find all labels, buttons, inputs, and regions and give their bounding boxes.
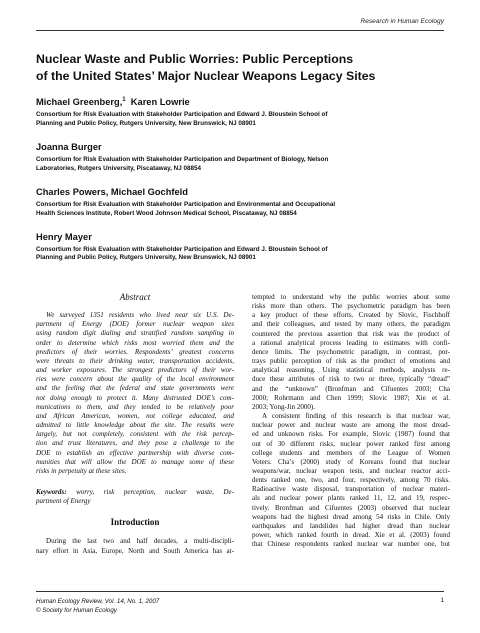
footnote-mark: 1 <box>122 97 126 103</box>
text-line: earthquakes and landslides had higher dread than nuclear <box>252 521 450 530</box>
author-block <box>36 231 446 264</box>
copyright: © Society for Human Ecology <box>36 607 117 614</box>
journal-citation: Human Ecology Review, Vol. 14, No. 1, 2007 <box>36 598 160 605</box>
text-line: ries were concern about the quality of the local environment <box>36 375 234 384</box>
text-line: using random digit dialing and stratified random sampling in <box>36 329 234 338</box>
affiliation-line: Consortium for Risk Evaluation with Stakeholder Participation and Environmental and Occupational <box>36 200 336 208</box>
text-line: A consistent finding of this research is that nuclear war, <box>262 412 450 421</box>
title-line: of the United States’ Major Nuclear Weapons Legacy Sites <box>36 69 376 83</box>
text-line: that Chinese respondents ranked nuclear war number one, but <box>252 540 450 549</box>
text-line: weapons/war, nuclear weapon tests, and nuclear reactor acci- <box>252 466 450 475</box>
keywords <box>36 488 234 506</box>
abstract-heading: Abstract <box>119 292 151 302</box>
keywords-label: Keywords: <box>36 487 67 496</box>
introduction-heading: Introduction <box>110 517 160 528</box>
text-line: tively. Bronfman and Cifuentes (2003) observed that nuclear <box>252 503 450 512</box>
page-number: 1 <box>440 597 444 604</box>
text-line: risks in perpetuity at these sites. <box>36 466 127 475</box>
author-block <box>36 141 446 174</box>
text-line: admitted to little knowledge about the site. The results were <box>36 421 234 430</box>
text-line: predictors of their worries. Respondents’ greatest concerns <box>36 347 234 356</box>
text-line: countered the previous assertion that risk was the product of <box>252 329 450 338</box>
text-line: and African American, women, not college educated, and <box>36 411 234 420</box>
footer-rule <box>36 591 444 592</box>
text-line: largely, but not completely, consistent with the risk percep- <box>36 430 234 439</box>
text-line: munications to them, and they tended to be relatively poor <box>36 402 234 411</box>
text-line: DOE to establish an effective partnership with diverse com- <box>36 448 234 457</box>
text-line: analytical reasoning. Using statistical methods, analysts re- <box>252 366 450 375</box>
text-line: 2003; Yong-Jin 2000). <box>252 402 316 411</box>
text-line: dence limits. The psychometric paradigm, in contrast, por- <box>252 347 450 356</box>
text-line: risks more than others. The psychometric paradigm has been <box>252 302 450 311</box>
text-line: college students and members of the League of Women <box>252 448 450 457</box>
text-line: and the feeling that the federal and state governments were <box>36 384 234 393</box>
text-line: tempted to understand why the public worries about some <box>252 293 450 301</box>
author-affiliation <box>36 201 446 219</box>
affiliation-line: Laboratories, Rutgers University, Piscataway, NJ 08854 <box>36 164 201 172</box>
article-title <box>36 51 446 85</box>
text-line: and their colleagues, and tested by many others, the paradigm <box>252 320 450 329</box>
author-block <box>36 186 446 219</box>
text-line: and worker exposures. The strongest predictors of their wor- <box>36 366 234 375</box>
abstract-text <box>36 311 234 476</box>
text-line: a rational analytical process leading to estimates with confi- <box>252 338 450 347</box>
running-head: Research in Human Ecology <box>360 18 444 25</box>
affiliation-line: Health Sciences Institute, Robert Wood Johnson Medical School, Piscataway, NJ 08854 <box>36 209 297 217</box>
text-line: als and nuclear power plants ranked 11, 12, and 19, respec- <box>252 494 450 503</box>
text-line: duce these attributes of risk to two or three, typically “dread” <box>252 375 450 384</box>
text-line: a key product of these efforts. Created by Slovic, Fischhoff <box>252 311 450 320</box>
author-names: Joanna Burger <box>36 141 102 152</box>
text-line: not doing enough to protect it. Many distrusted DOE’s com- <box>36 393 234 402</box>
text-line: tion and trust literatures, and they pose a challenge to the <box>36 439 234 448</box>
author-affiliation <box>36 111 446 129</box>
text-line: trays public perception of risk as the product of emotions and <box>252 357 450 366</box>
text-line: Radioactive waste disposal, transportation of nuclear materi- <box>252 485 450 494</box>
affiliation-line: Planning and Public Policy, Rutgers University, New Brunswick, NJ 08901 <box>36 120 256 127</box>
author-affiliation <box>36 156 446 174</box>
text-line: ed and unknown risks. For example, Slovic (1987) found that <box>252 430 450 439</box>
text-line: order to determine which risks most worried them and the <box>36 338 234 347</box>
introduction-text <box>36 537 234 555</box>
text-line: dents ranked one, two, and four, respectively, among 70 risks. <box>252 476 450 485</box>
author-name-text: Michael Greenberg, <box>36 97 123 108</box>
author-names: Charles Powers, Michael Gochfeld <box>36 186 188 197</box>
author-names <box>36 94 446 108</box>
text-line: We surveyed 1351 residents who lived near six U.S. De- <box>46 311 234 320</box>
title-line: Nuclear Waste and Public Worries: Public Perceptions <box>36 52 354 66</box>
text-line: out of 30 different risks, nuclear power ranked first among <box>252 439 450 448</box>
text-line: Voters. Cha’s (2000) study of Koreans found that nuclear <box>252 457 450 466</box>
affiliation-line: Consortium for Risk Evaluation with Stakeholder Participation and Edward J. Bloustein School of <box>36 245 328 253</box>
text-line: weapons had the highest dread among 54 risks in Chile. Only <box>252 512 450 521</box>
text-line: During the last two and half decades, a multi-discipli- <box>46 537 234 546</box>
author-affiliation <box>36 246 446 264</box>
text-line: and the “unknown” (Bronfman and Cifuentes 2003; Cha <box>252 384 450 393</box>
footer <box>36 597 159 615</box>
author-name-text: Karen Lowrie <box>125 97 190 108</box>
text-line: partment of Energy (DOE) former nuclear weapon sites <box>36 320 234 329</box>
text-line: 2000; Rohrmann and Chen 1999; Slovic 1987; Xie et al. <box>252 393 450 402</box>
text-line: nary effort in Asia, Europe, North and South America has at- <box>36 546 234 555</box>
left-column <box>36 293 234 556</box>
affiliation-line: Consortium for Risk Evaluation with Stakeholder Participation and Edward J. Bloustein School of <box>36 111 328 119</box>
affiliation-line: Planning and Public Policy, Rutgers University, New Brunswick, NJ 08901 <box>36 254 256 262</box>
keywords-line <box>36 488 234 497</box>
text-line: munities that will allow the DOE to manage some of these <box>36 457 234 466</box>
text-line: were threats to their drinking water, transportation accidents, <box>36 356 234 365</box>
text-line: nuclear power and nuclear waste are among the most dread- <box>252 421 450 430</box>
header-rule <box>36 30 444 31</box>
author-block <box>36 94 446 129</box>
keywords-text: worry, risk perception, nuclear waste, De- <box>66 487 234 496</box>
author-list <box>36 94 446 275</box>
author-names: Henry Mayer <box>36 231 92 242</box>
keywords-line: partment of Energy <box>36 497 91 506</box>
right-column <box>252 293 450 549</box>
affiliation-line: Consortium for Risk Evaluation with Stakeholder Participation and Department of Biology, Nelson <box>36 155 329 163</box>
text-line: power, which ranked fourth in dread. Xie et al. (2003) found <box>252 531 450 540</box>
